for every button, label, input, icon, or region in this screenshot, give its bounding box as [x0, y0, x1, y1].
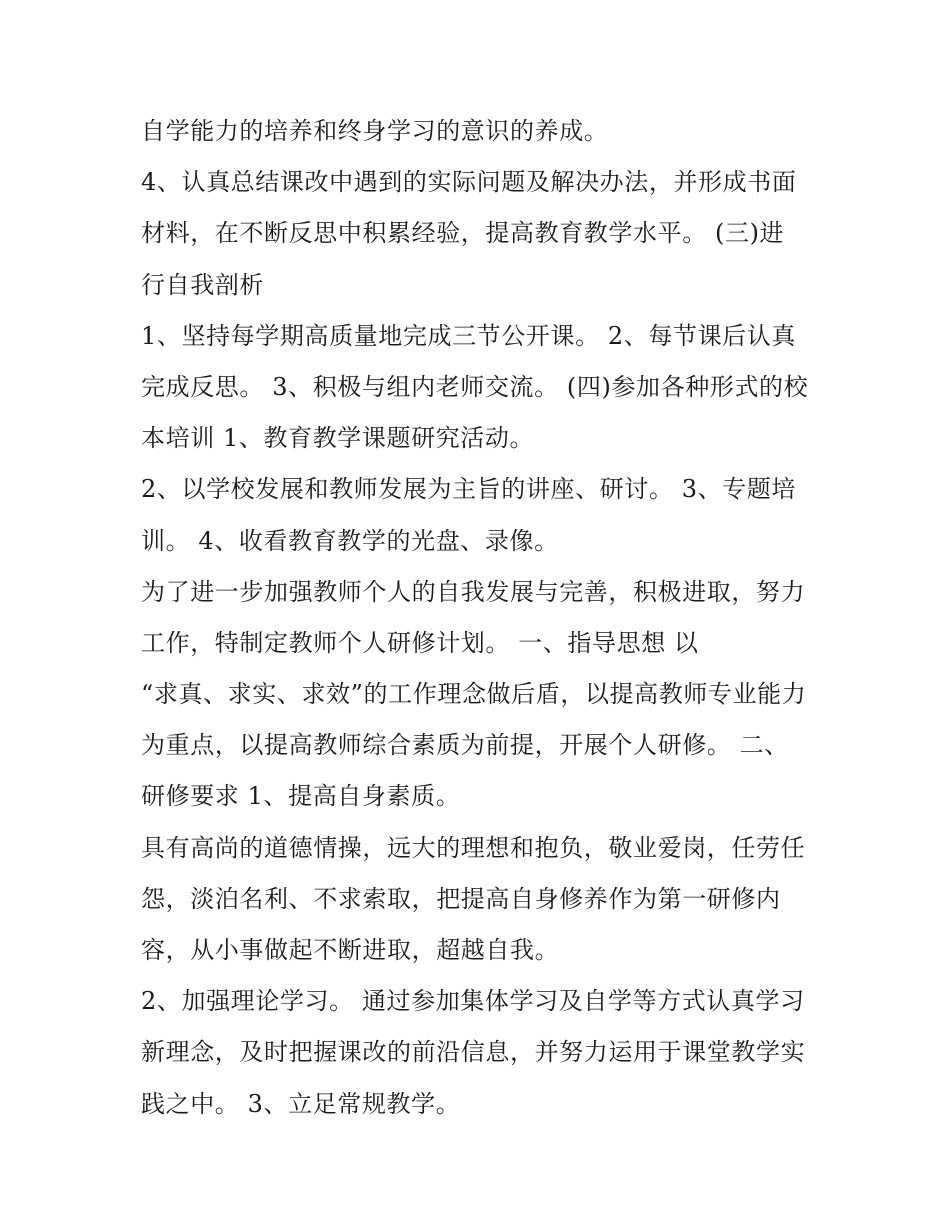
text-line: 为了进一步加强教师个人的自我发展与完善，积极进取，努力 — [141, 577, 806, 606]
text-line: 材料，在不断反思中积累经验，提高教育教学水平。 (三)进 — [141, 219, 785, 248]
text-line: 为重点，以提高教师综合素质为前提，开展个人研修。 二、 — [141, 731, 789, 760]
text-line: 自学能力的培养和终身学习的意识的养成。 — [141, 117, 609, 145]
text-line: 容，从小事做起不断进取，超越自我。 — [141, 936, 560, 964]
text-line: 训。 4、收看教育教学的光盘、录像。 — [141, 526, 559, 555]
text-line: 4、认真总结课改中遇到的实际问题及解决办法，并形成书面 — [141, 168, 797, 197]
text-line: 行自我剖析 — [141, 270, 264, 299]
text-line: 1、坚持每学期高质量地完成三节公开课。 2、每节课后认真 — [141, 321, 796, 350]
text-line: 践之中。 3、立足常规教学。 — [141, 1089, 461, 1118]
text-line: 研修要求 1、提高自身素质。 — [141, 782, 461, 811]
text-line: 怨，淡泊名利、不求索取，把提高自身修养作为第一研修内 — [141, 884, 781, 913]
text-line: 2、加强理论学习。 通过参加集体学习及自学等方式认真学习 — [141, 987, 805, 1016]
text-line: “求真、求实、求效”的工作理念做后盾，以提高教师专业能力 — [141, 680, 807, 709]
document-body — [141, 106, 821, 1130]
text-line: 本培训 1、教育教学课题研究活动。 — [141, 424, 535, 453]
text-line: 2、以学校发展和教师发展为主旨的讲座、研讨。 3、专题培 — [141, 475, 796, 504]
text-line: 工作，特制定教师个人研修计划。 一、指导思想 以 — [141, 628, 699, 657]
text-line: 具有高尚的道德情操，远大的理想和抱负，敬业爱岗，任劳任 — [141, 833, 806, 862]
text-line: 完成反思。 3、积极与组内老师交流。 (四)参加各种形式的校 — [141, 372, 809, 401]
text-line: 新理念，及时把握课改的前沿信息，并努力运用于课堂教学实 — [141, 1038, 806, 1067]
